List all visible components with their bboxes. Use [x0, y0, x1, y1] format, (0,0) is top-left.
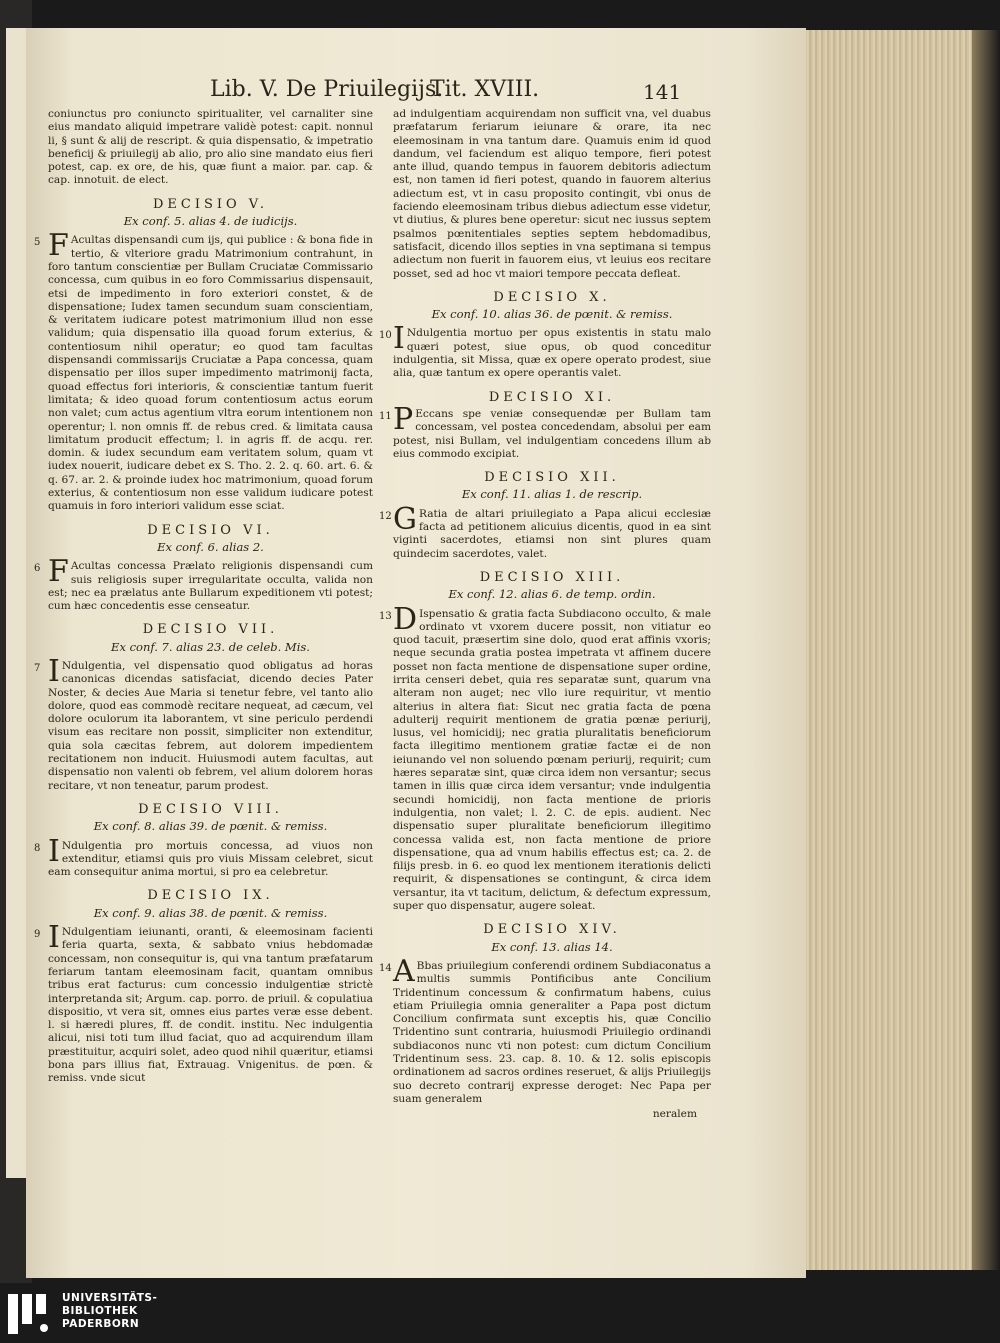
- decision-body: Eccans spe veniæ consequendæ per Bullam tam concessam, vel postea concedendam, absolui per eam potest, nisi Bullam, vel indulgentiam concedens illum ab eius commodo excipiat.: [393, 407, 711, 460]
- decision-entry: [34, 653, 373, 793]
- decision-text: [393, 321, 711, 380]
- decision-body: Ndulgentia mortuo per opus existentis in statu malo quæri potest, siue opus, ob quod conceditur indulgentia, sit Missa, quæ ex opere operato prodest, siue alia, quæ tantum ex opere operantis valet.: [393, 327, 711, 380]
- decision-title: DECISIO XI.: [488, 389, 616, 405]
- running-head-left: Lib. V. De Priuilegijs.: [210, 77, 444, 102]
- folio-number: 141: [643, 80, 682, 104]
- marginal-number: 7: [34, 662, 41, 674]
- marginal-number: 12: [379, 510, 392, 522]
- decision-entry: [34, 228, 373, 513]
- right-column: [379, 108, 711, 1121]
- decision-body: Ndulgentia, vel dispensatio quod obligatus ad horas canonicas dicendas satisfaciat, dicendo decies Pater Noster, & decies Aue Maria si tenetur febre, vel tanto alio dolore, quod eas commodè recitare nequeat, ad cæcum, vel dolore oculorum ita laborantem, vt sine periculo perdendi visum eas recitare non possit, simpliciter non extenditur, quia sola cæcitas febrem, aut dolorem impedientem recitationem non inducit. Huiusmodi autem facultas, aut dispensatio non valenti ob febrem, vel alium dolorem horas recitare, vt non teneatur, parum prodest.: [48, 659, 373, 792]
- decision-reference: Ex conf. 7. alias 23. de celeb. Mis.: [111, 639, 310, 654]
- decision-reference: Ex conf. 11. alias 1. de rescrip.: [461, 487, 643, 502]
- decision-text: [48, 833, 373, 880]
- decision-text: [48, 653, 373, 793]
- marginal-number: 6: [34, 563, 41, 575]
- drop-cap: I: [393, 321, 405, 357]
- page-stack-edge: [806, 30, 972, 1270]
- left-column: [34, 108, 373, 1088]
- decision-entry: [379, 953, 711, 1106]
- decision-title: DECISIO V.: [152, 196, 269, 212]
- decision-entry: [379, 601, 711, 914]
- decision-title: DECISIO VI.: [147, 522, 274, 538]
- drop-cap: I: [48, 833, 60, 869]
- drop-cap: I: [48, 920, 60, 956]
- library-line-1: UNIVERSITÄTS-: [62, 1292, 158, 1304]
- decision-reference: Ex conf. 13. alias 14.: [491, 939, 613, 954]
- library-line-2: BIBLIOTHEK: [62, 1305, 138, 1317]
- decision-reference: Ex conf. 12. alias 6. de temp. ordin.: [448, 587, 656, 602]
- decision-title: DECISIO VIII.: [138, 801, 283, 817]
- decision-text: [48, 228, 373, 513]
- decision-title: DECISIO XII.: [484, 470, 620, 486]
- marginal-number: 14: [379, 962, 392, 974]
- drop-cap: D: [393, 601, 418, 637]
- marginal-number: 13: [379, 610, 392, 622]
- decision-body: Acultas dispensandi cum ijs, qui publice : & bona fide in tertio, & vlteriore gradu Matrimonium contrahunt, in foro tantum conscientiæ per Bullam Cruciatæ Commissario concessa, cum quibus in eo foro Commissarius dispensauit, etsi de impedimento in foro exteriori constet, & de dispensatione; Iudex tamen secundum suam conscientiam, & veritatem iudicare potest matrimonium illud non esse validum; quia dispensatio illa quoad forum exterius, & contentiosum nihil operatur; eo quod tam facultas dispensandi commissarijs Cruciatæ a Papa concessa, quam dispensatio per illos super impedimento matrimonij facta, quoad effectus fori interioris, & conscientiæ tantum fuerit limitata; & ideo quoad forum contentiosum actus eorum non valet; cum actus agentium vltra eorum intentionem non operentur; l. non omnis ff. de rebus cred. & limitata causa limitatum producit effectum; l. in agris ff. de acqu. rer. domin. & iudex secundum eam veritatem solum, quam vt iudex nouerit, iudicare debet ex S. Tho. 2. 2. q. 60. art. 6. & q. 67. ar. 2. & proinde iudex hoc matrimonium, quoad forum exterius, & contentiosum non esse validum iudicare potest quamuis in foro interiori validum esse sciat.: [48, 234, 373, 513]
- running-head-right: Tit. XVIII.: [430, 77, 540, 102]
- decision-body: Ndulgentia pro mortuis concessa, ad viuos non extenditur, etiamsi quis pro viuis Missam celebret, sicut eam consequitur anima mortui, si pro ea celebretur.: [48, 839, 373, 879]
- decision-text: [393, 953, 711, 1106]
- decision-text: [48, 554, 373, 613]
- decision-body: Ratia de altari priuilegiato a Papa alicui ecclesiæ facta ad petitionem alicuius dicentis, quod in ea sint viginti sacerdotes, etiamsi non sint plures quam quindecim sacerdotes, valet.: [393, 507, 711, 560]
- library-name: [62, 1292, 157, 1331]
- page-stack-shadow: [972, 30, 1000, 1270]
- decision-title: DECISIO IX.: [147, 888, 274, 904]
- drop-cap: G: [393, 501, 417, 537]
- drop-cap: P: [393, 401, 414, 437]
- marginal-number: 11: [379, 410, 392, 422]
- decision-entry: [34, 833, 373, 880]
- left-intro: coniunctus pro coniuncto spiritualiter, vel carnaliter sine eius mandato aliquid impetrare validè potest: capit. nonnul li, § sunt & alij de rescript. & quia dispensatio, & impetratio beneficij & priuilegij ab alio, pro alio sine mandato eius fieri potest, cap. ex ore, de his, quæ fiunt a maior. par. cap. & cap. innotuit. de elect.: [48, 108, 373, 187]
- decision-reference: Ex conf. 9. alias 38. de pœnit. & remiss.: [93, 905, 328, 920]
- left-sections: [34, 196, 373, 1086]
- decision-reference: Ex conf. 10. alias 36. de pœnit. & remiss.: [431, 307, 673, 322]
- decision-reference: Ex conf. 5. alias 4. de iudicijs.: [123, 214, 298, 229]
- decision-entry: [34, 554, 373, 613]
- decision-body: Ndulgentiam ieiunanti, oranti, & eleemosinam facienti feria quarta, sexta, & sabbato vnius hebdomadæ concessam, non consequitur is, qui vna tantum præfatarum feriarum tantam eleemosinam facit, quantam omnibus tribus erat facturus: cum concessio indulgentiæ strictè interpretanda sit; Argum. cap. porro. de priuil. & copulatiua dispositio, vt vera sit, omnes eius partes veræ esse debent. l. si hæredi plures, ff. de condit. institu. Nec indulgentia alicui, nisi toti tum illud faciat, quo ad acquirendum illam præstituitur, acquiri solet, adeo quod nihil quæritur, etiamsi bona pars illius fiat, Extrauag. Vnigenitus. de pœn. & remiss. vnde sicut: [48, 926, 373, 1085]
- marginal-number: 9: [34, 929, 41, 941]
- decision-reference: Ex conf. 6. alias 2.: [157, 539, 264, 554]
- library-logo-icon: [6, 1290, 54, 1338]
- decision-entry: [379, 501, 711, 561]
- decision-text: [393, 501, 711, 561]
- marginal-number: 10: [379, 330, 392, 342]
- decision-text: [393, 601, 711, 914]
- decision-entry: [379, 321, 711, 380]
- marginal-number: 8: [34, 842, 41, 854]
- right-intro: ad indulgentiam acquirendam non sufficit vna, vel duabus præfatarum feriarum ieiunare & orare, ita nec eleemosinam in vna tantum dare. Quamuis enim id quod dandum, vel faciendum est aliquo tempore, fieri potest ante illud, quando tempus in fauorem debitoris adiectum est, non tamen id fieri potest, quando in fauorem alterius adiectum est, vt in casu proposito contingit, vbi onus de faciendo eleemosinam tribus diebus adiectum esse videtur, vt diutius, & plures bene operetur: sicut nec iussus septem psalmos pœnitentiales septies septem hebdomadibus, satisfacit, dicendo illos septies in vna septimana si tempus adiectum non fuerit in fauorem eius, vt leuius eos recitare posset, sed ad hoc vt maiori tempore peccata defleat.: [393, 108, 711, 280]
- drop-cap: A: [393, 953, 415, 989]
- marginal-number: 5: [34, 237, 41, 249]
- catchword: neralem: [652, 1108, 697, 1121]
- decision-body: Acultas concessa Prælato religionis dispensandi cum suis religiosis super irregularitate occulta, valida non est; nec ea prælatus ante Bullarum expeditionem vti potest; cum hæc concedentis esse censeatur.: [48, 560, 373, 613]
- drop-cap: F: [48, 228, 69, 264]
- decision-entry: [34, 920, 373, 1086]
- decision-body: Bbas priuilegium conferendi ordinem Subdiaconatus a multis summis Pontificibus ante Concilium Tridentinum concessum & confirmatum habens, cuius etiam Priuilegia omnia generaliter a Papa post dictum Concilium confirmata sunt exceptis his, quæ Concilio Tridentino sunt contraria, huiusmodi Priuilegio ordinandi subdiaconos nunc vti non potest: cum dictum Concilium Tridentinum sess. 23. cap. 8. 10. & 12. solis episcopis ordinationem ad sacros ordines reseruet, & alijs Priuilegijs suo decreto contrarij expresse deroget: Nec Papa per suam generalem: [393, 959, 711, 1105]
- decision-body: Ispensatio & gratia facta Subdiacono occulto, & male ordinato vt vxorem ducere possit, non vitiatur eo quod tacuit, præsertim sine dolo, quod erat affinis vxoris; neque secunda gratia postea impetrata vt affinem ducere posset non facta mentione de dispensatione super ordine, irrita censeri debet, quia res separatæ sunt, quarum vna alteram non auget; nec vllo iure requiritur, vt mentio alterius in altera fiat: Sicut nec gratia facta de pœna adulterij requirit mentionem de gratia pœnæ periurij, lusus, vel homicidij; nec gratia pluralitatis beneficiorum facta illegitimo mentionem gratiæ factæ ei de non ieiunando vel non soluendo pœnam periurij, requirit; cum hæres separatæ sint, quæ circa idem non versantur; secus tamen in illis quæ circa idem versantur; vnde indulgentia secundi homicidij, non facta mentione de prioris indulgentia, non valet; l. 2. C. de epis. audient. Nec dispensatio super pluralitate beneficiorum illegitimo concessa valida est, non facta mentione de priore dispensatione, qua ad vnum habilis effectus est; ca. 2. de filijs presb. in 6. eo quod lex mentionem iterationis delicti requirit, & dispensationes se contingunt, & circa idem versantur, ita vt tacitum, delictum, & defectum expressum, super quo dispensatur, augere soleat.: [393, 607, 711, 913]
- right-sections: [379, 289, 711, 1106]
- decision-title: DECISIO XIV.: [483, 922, 621, 938]
- decision-reference: Ex conf. 8. alias 39. de pœnit. & remiss.: [93, 819, 328, 834]
- decision-title: DECISIO X.: [493, 289, 611, 305]
- decision-entry: [379, 401, 711, 461]
- drop-cap: F: [48, 554, 69, 590]
- decision-text: [48, 920, 373, 1086]
- decision-text: [393, 401, 711, 461]
- decision-title: DECISIO VII.: [142, 622, 279, 638]
- library-line-3: PADERBORN: [62, 1318, 140, 1330]
- decision-title: DECISIO XIII.: [479, 569, 625, 585]
- drop-cap: I: [48, 653, 60, 689]
